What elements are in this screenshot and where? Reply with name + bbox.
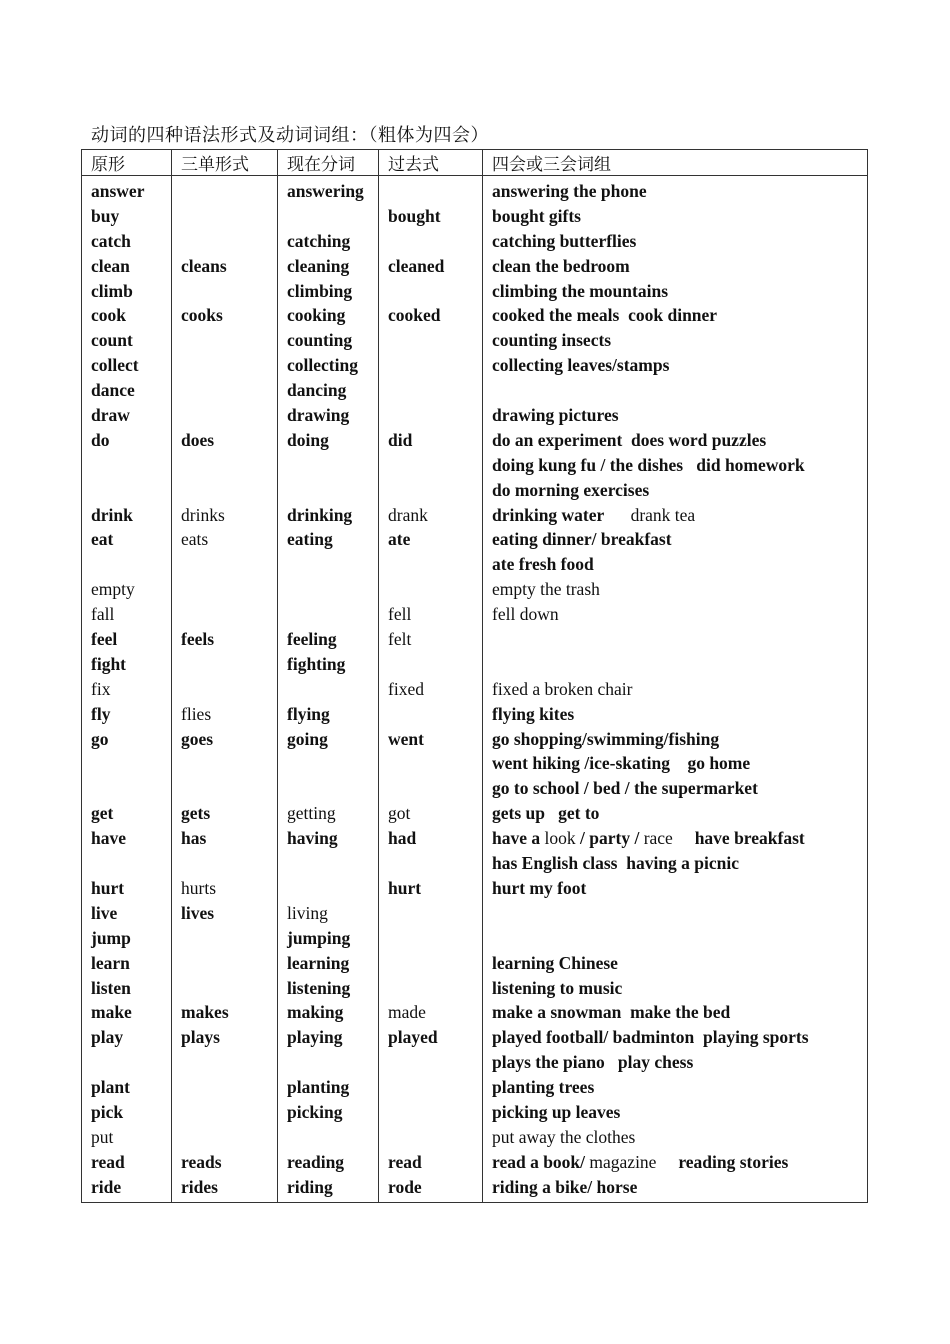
cell-spacer	[388, 851, 482, 876]
phrase-line	[492, 428, 867, 453]
cell-c4-jump	[388, 926, 482, 951]
cell-c4-hurt: hurt	[388, 877, 422, 898]
phrase-line	[492, 976, 867, 1001]
phrase-line	[492, 527, 867, 552]
cell-c3-have: having	[287, 828, 338, 849]
phrase-line	[492, 577, 867, 602]
phrase-segment: answering the phone	[492, 181, 647, 201]
cell-c1-climb: climb	[91, 280, 133, 301]
cell-c4-collect	[388, 353, 482, 378]
cell-c4-drink: drank	[388, 504, 428, 525]
cell-c4-play: played	[388, 1027, 438, 1048]
cell-c3-read: reading	[287, 1151, 345, 1172]
phrase-line	[492, 1125, 867, 1150]
cell-c2-learn	[181, 951, 277, 976]
cell-c3-fix	[287, 677, 378, 702]
cell-c1-dance: dance	[91, 380, 135, 401]
phrase-segment: collecting leaves/stamps	[492, 355, 670, 376]
cell-c4-cook: cooked	[388, 305, 441, 326]
cell-c2-have: has	[181, 828, 207, 849]
cell-c1-go: go	[91, 728, 109, 749]
cell-c4-learn	[388, 951, 482, 976]
phrase-segment: race	[643, 828, 673, 849]
header-base-form: 原形	[82, 150, 172, 176]
phrase-segment: riding a bike/ horse	[492, 1176, 638, 1197]
phrase-line	[492, 1100, 867, 1125]
header-past-tense: 过去式	[379, 150, 483, 176]
phrase-line	[492, 179, 867, 204]
phrase-segment: go shopping/swimming/fishing	[492, 728, 720, 749]
phrase-segment: catching butterflies	[492, 230, 637, 251]
cell-spacer	[91, 552, 171, 577]
phrase-segment: planting trees	[492, 1077, 595, 1098]
cell-c2-play: plays	[181, 1027, 220, 1048]
cell-c4-catch	[388, 229, 482, 254]
cell-c4-fly	[388, 702, 482, 727]
phrase-line	[492, 254, 867, 279]
cell-c3-make: making	[287, 1002, 344, 1023]
cell-c1-clean: clean	[91, 255, 130, 276]
cell-c3-go: going	[287, 728, 328, 749]
cell-c1-listen: listen	[91, 977, 131, 998]
phrase-line	[492, 279, 867, 304]
cell-c3-fight: fighting	[287, 653, 346, 674]
phrase-segment: has English class having a picnic	[492, 853, 740, 874]
cell-c4-count	[388, 328, 482, 353]
cell-c3-catch: catching	[287, 230, 351, 251]
cell-spacer	[388, 776, 482, 801]
cell-c3-empty	[287, 577, 378, 602]
cell-c1-live: live	[91, 902, 118, 923]
phrase-segment: fell down	[492, 604, 559, 625]
phrase-line	[492, 1075, 867, 1100]
phrase-line	[492, 1150, 867, 1175]
cell-c3-ride: riding	[287, 1176, 333, 1197]
col-phrases	[483, 176, 868, 1203]
phrase-segment: drawing pictures	[492, 405, 619, 426]
cell-c3-hurt	[287, 876, 378, 901]
cell-c4-fall: fell	[388, 604, 412, 625]
cell-c2-eat: eats	[181, 529, 209, 550]
header-present-participle: 现在分词	[278, 150, 379, 176]
phrase-line	[492, 727, 867, 752]
phrase-segment: doing kung fu / the dishes did homework	[492, 454, 805, 475]
phrase-line	[492, 801, 867, 826]
cell-c2-fly: flies	[181, 703, 212, 724]
cell-c1-empty: empty	[91, 579, 135, 600]
phrase-line	[492, 677, 867, 702]
cell-c1-count: count	[91, 330, 133, 351]
cell-c4-ride: rode	[388, 1176, 422, 1197]
cell-spacer	[287, 751, 378, 776]
cell-c4-draw	[388, 403, 482, 428]
cell-c2-drink: drinks	[181, 504, 225, 525]
cell-c4-make: made	[388, 1002, 426, 1023]
phrase-line	[492, 1000, 867, 1025]
cell-c1-play: play	[91, 1027, 124, 1048]
cell-c3-eat: eating	[287, 529, 333, 550]
phrase-segment: learning Chinese	[492, 952, 618, 973]
phrase-line	[492, 702, 867, 727]
phrase-segment: make a snowman make the bed	[492, 1002, 731, 1023]
phrase-line	[492, 901, 867, 926]
phrase-segment: go to school / bed / the supermarket	[492, 778, 758, 799]
cell-c4-climb	[388, 279, 482, 304]
col-base-form	[82, 176, 172, 1203]
cell-c2-draw	[181, 403, 277, 428]
phrase-line	[492, 478, 867, 503]
cell-c1-fly: fly	[91, 703, 111, 724]
verb-forms-table	[81, 149, 868, 1203]
phrase-line	[492, 378, 867, 403]
cell-c4-dance	[388, 378, 482, 403]
cell-c1-feel: feel	[91, 629, 118, 650]
phrase-line	[492, 751, 867, 776]
cell-c2-fight	[181, 652, 277, 677]
phrase-segment: read a book/	[492, 1151, 586, 1172]
phrase-segment: picking up leaves	[492, 1101, 621, 1122]
cell-c2-ride: rides	[181, 1176, 218, 1197]
col-third-person	[172, 176, 278, 1203]
phrase-segment: bought gifts	[492, 205, 581, 226]
cell-spacer	[388, 453, 482, 478]
cell-c4-empty	[388, 577, 482, 602]
cell-c2-read: reads	[181, 1151, 222, 1172]
cell-spacer	[287, 851, 378, 876]
cell-c2-answer	[181, 179, 277, 204]
cell-c3-jump: jumping	[287, 927, 351, 948]
cell-c3-fly: flying	[287, 703, 330, 724]
cell-c4-plant	[388, 1075, 482, 1100]
cell-c2-make: makes	[181, 1002, 229, 1023]
cell-c2-climb	[181, 279, 277, 304]
cell-c2-dance	[181, 378, 277, 403]
cell-c4-pick	[388, 1100, 482, 1125]
phrase-segment: gets up get to	[492, 803, 600, 824]
phrase-line	[492, 1025, 867, 1050]
cell-c4-eat: ate	[388, 529, 411, 550]
phrase-segment: went hiking /ice-skating go home	[492, 753, 751, 774]
cell-c4-answer	[388, 179, 482, 204]
cell-c3-dance: dancing	[287, 380, 347, 401]
phrase-segment: empty the trash	[492, 579, 600, 600]
phrase-segment: eating dinner/ breakfast	[492, 529, 672, 550]
cell-c4-put	[388, 1125, 482, 1150]
cell-c2-buy	[181, 204, 277, 229]
cell-c2-clean: cleans	[181, 255, 227, 276]
cell-c1-fight: fight	[91, 653, 126, 674]
cell-c1-pick: pick	[91, 1101, 124, 1122]
cell-c3-drink: drinking	[287, 504, 353, 525]
cell-c3-pick: picking	[287, 1101, 343, 1122]
col-present-participle	[278, 176, 379, 1203]
cell-spacer	[388, 1050, 482, 1075]
cell-c2-go: goes	[181, 728, 214, 749]
cell-c2-put	[181, 1125, 277, 1150]
cell-c1-ride: ride	[91, 1176, 122, 1197]
phrase-line	[492, 204, 867, 229]
phrase-line	[492, 453, 867, 478]
cell-c4-get: got	[388, 803, 411, 824]
phrase-line	[492, 602, 867, 627]
cell-c1-eat: eat	[91, 529, 114, 550]
phrase-segment: do morning exercises	[492, 479, 650, 500]
cell-c4-feel: felt	[388, 629, 412, 650]
cell-c1-jump: jump	[91, 927, 131, 948]
phrase-segment: climbing the mountains	[492, 280, 668, 301]
phrase-line	[492, 503, 867, 528]
phrase-line	[492, 1050, 867, 1075]
cell-c1-make: make	[91, 1002, 132, 1023]
cell-c1-answer: answer	[91, 181, 145, 201]
phrase-segment: do an experiment does word puzzles	[492, 429, 767, 450]
cell-spacer	[91, 1050, 171, 1075]
cell-c4-fix: fixed	[388, 678, 424, 699]
cell-spacer	[181, 453, 277, 478]
cell-spacer	[287, 1050, 378, 1075]
cell-c1-buy: buy	[91, 205, 120, 226]
cell-c4-fight	[388, 652, 482, 677]
cell-spacer	[181, 478, 277, 503]
cell-spacer	[181, 552, 277, 577]
cell-spacer	[181, 776, 277, 801]
phrase-segment: counting insects	[492, 330, 612, 351]
phrase-line	[492, 652, 867, 677]
cell-c2-count	[181, 328, 277, 353]
cell-c2-hurt: hurts	[181, 877, 216, 898]
header-phrases: 四会或三会词组	[483, 150, 868, 176]
table-body-row	[82, 176, 868, 1203]
cell-c4-live	[388, 901, 482, 926]
phrase-segment: hurt my foot	[492, 877, 587, 898]
phrase-line	[492, 328, 867, 353]
cell-c3-feel: feeling	[287, 629, 337, 650]
phrase-line	[492, 303, 867, 328]
cell-spacer	[287, 453, 378, 478]
cell-spacer	[388, 552, 482, 577]
cell-c2-collect	[181, 353, 277, 378]
cell-spacer	[91, 776, 171, 801]
phrase-line	[492, 229, 867, 254]
cell-spacer	[287, 478, 378, 503]
phrase-line	[492, 776, 867, 801]
cell-c3-clean: cleaning	[287, 255, 350, 276]
page-title: 动词的四种语法形式及动词词组：（粗体为四会）	[91, 125, 489, 146]
cell-c3-play: playing	[287, 1027, 343, 1048]
cell-spacer	[388, 478, 482, 503]
phrase-line	[492, 552, 867, 577]
cell-spacer	[91, 851, 171, 876]
phrase-segment: listening to music	[492, 977, 623, 998]
cell-c1-fix: fix	[91, 678, 111, 699]
header-third-person: 三单形式	[172, 150, 278, 176]
cell-c3-buy	[287, 204, 378, 229]
cell-c3-do: doing	[287, 429, 329, 450]
cell-spacer	[287, 776, 378, 801]
cell-c2-plant	[181, 1075, 277, 1100]
phrase-segment: cooked the meals cook dinner	[492, 305, 718, 326]
cell-c2-empty	[181, 577, 277, 602]
phrase-line	[492, 851, 867, 876]
phrase-segment: ate fresh food	[492, 554, 594, 575]
phrase-segment: drank tea	[604, 504, 696, 525]
phrase-segment: fixed a broken chair	[492, 678, 633, 699]
phrase-line	[492, 353, 867, 378]
cell-c2-live: lives	[181, 902, 215, 923]
cell-c3-collect: collecting	[287, 355, 358, 376]
cell-c1-read: read	[91, 1151, 125, 1172]
cell-c1-put: put	[91, 1126, 114, 1147]
phrase-line	[492, 403, 867, 428]
cell-c3-climb: climbing	[287, 280, 353, 301]
cell-c3-put	[287, 1125, 378, 1150]
phrase-line	[492, 826, 867, 851]
phrase-line	[492, 951, 867, 976]
cell-c1-cook: cook	[91, 305, 126, 326]
cell-c4-have: had	[388, 828, 417, 849]
phrase-segment: drinking water	[492, 504, 605, 525]
cell-c1-have: have	[91, 828, 126, 849]
cell-spacer	[388, 751, 482, 776]
cell-c1-hurt: hurt	[91, 877, 125, 898]
cell-spacer	[181, 1050, 277, 1075]
cell-c4-buy: bought	[388, 205, 441, 226]
cell-c2-cook: cooks	[181, 305, 223, 326]
phrase-line	[492, 1175, 867, 1200]
col-past-tense	[379, 176, 483, 1203]
cell-c1-fall: fall	[91, 604, 115, 625]
cell-c1-do: do	[91, 429, 110, 450]
phrase-segment: have a	[492, 828, 545, 849]
cell-c1-learn: learn	[91, 952, 130, 973]
cell-c2-catch	[181, 229, 277, 254]
cell-c3-cook: cooking	[287, 305, 346, 326]
cell-c3-learn: learning	[287, 952, 350, 973]
cell-c1-draw: draw	[91, 405, 130, 426]
phrase-segment: played football/ badminton playing sports	[492, 1027, 809, 1048]
phrase-segment: plays the piano play chess	[492, 1052, 694, 1073]
cell-c3-listen: listening	[287, 977, 351, 998]
cell-c3-count: counting	[287, 330, 353, 351]
cell-c1-get: get	[91, 803, 114, 824]
cell-c2-get: gets	[181, 803, 211, 824]
cell-c2-do: does	[181, 429, 215, 450]
phrase-segment: reading stories	[656, 1151, 789, 1172]
cell-c3-get: getting	[287, 803, 336, 824]
cell-c4-listen	[388, 976, 482, 1001]
cell-c3-live: living	[287, 902, 328, 923]
phrase-line	[492, 926, 867, 951]
cell-spacer	[91, 478, 171, 503]
phrase-segment: look	[544, 828, 580, 849]
cell-c1-catch: catch	[91, 230, 131, 251]
cell-c1-collect: collect	[91, 355, 139, 376]
cell-c4-read: read	[388, 1151, 422, 1172]
cell-c4-go: went	[388, 728, 424, 749]
cell-spacer	[91, 751, 171, 776]
cell-c2-pick	[181, 1100, 277, 1125]
phrase-segment: magazine	[585, 1151, 657, 1172]
table-header-row	[82, 150, 868, 176]
cell-c4-clean: cleaned	[388, 255, 445, 276]
phrase-line	[492, 627, 867, 652]
cell-c2-jump	[181, 926, 277, 951]
phrase-segment: flying kites	[492, 703, 575, 724]
cell-c4-do: did	[388, 429, 413, 450]
cell-spacer	[181, 851, 277, 876]
cell-spacer	[287, 552, 378, 577]
cell-c2-listen	[181, 976, 277, 1001]
cell-c3-answer: answering	[287, 181, 364, 201]
cell-c1-drink: drink	[91, 504, 133, 525]
phrase-segment: clean the bedroom	[492, 255, 630, 276]
cell-c2-feel: feels	[181, 629, 215, 650]
phrase-line	[492, 876, 867, 901]
phrase-segment: have breakfast	[672, 828, 805, 849]
cell-c2-fix	[181, 677, 277, 702]
phrase-segment: / party /	[580, 828, 644, 849]
cell-spacer	[91, 453, 171, 478]
cell-c2-fall	[181, 602, 277, 627]
cell-c1-plant: plant	[91, 1077, 130, 1098]
phrase-segment: put away the clothes	[492, 1126, 636, 1147]
cell-spacer	[181, 751, 277, 776]
cell-c3-draw: drawing	[287, 405, 350, 426]
cell-c3-plant: planting	[287, 1077, 350, 1098]
cell-c3-fall	[287, 602, 378, 627]
